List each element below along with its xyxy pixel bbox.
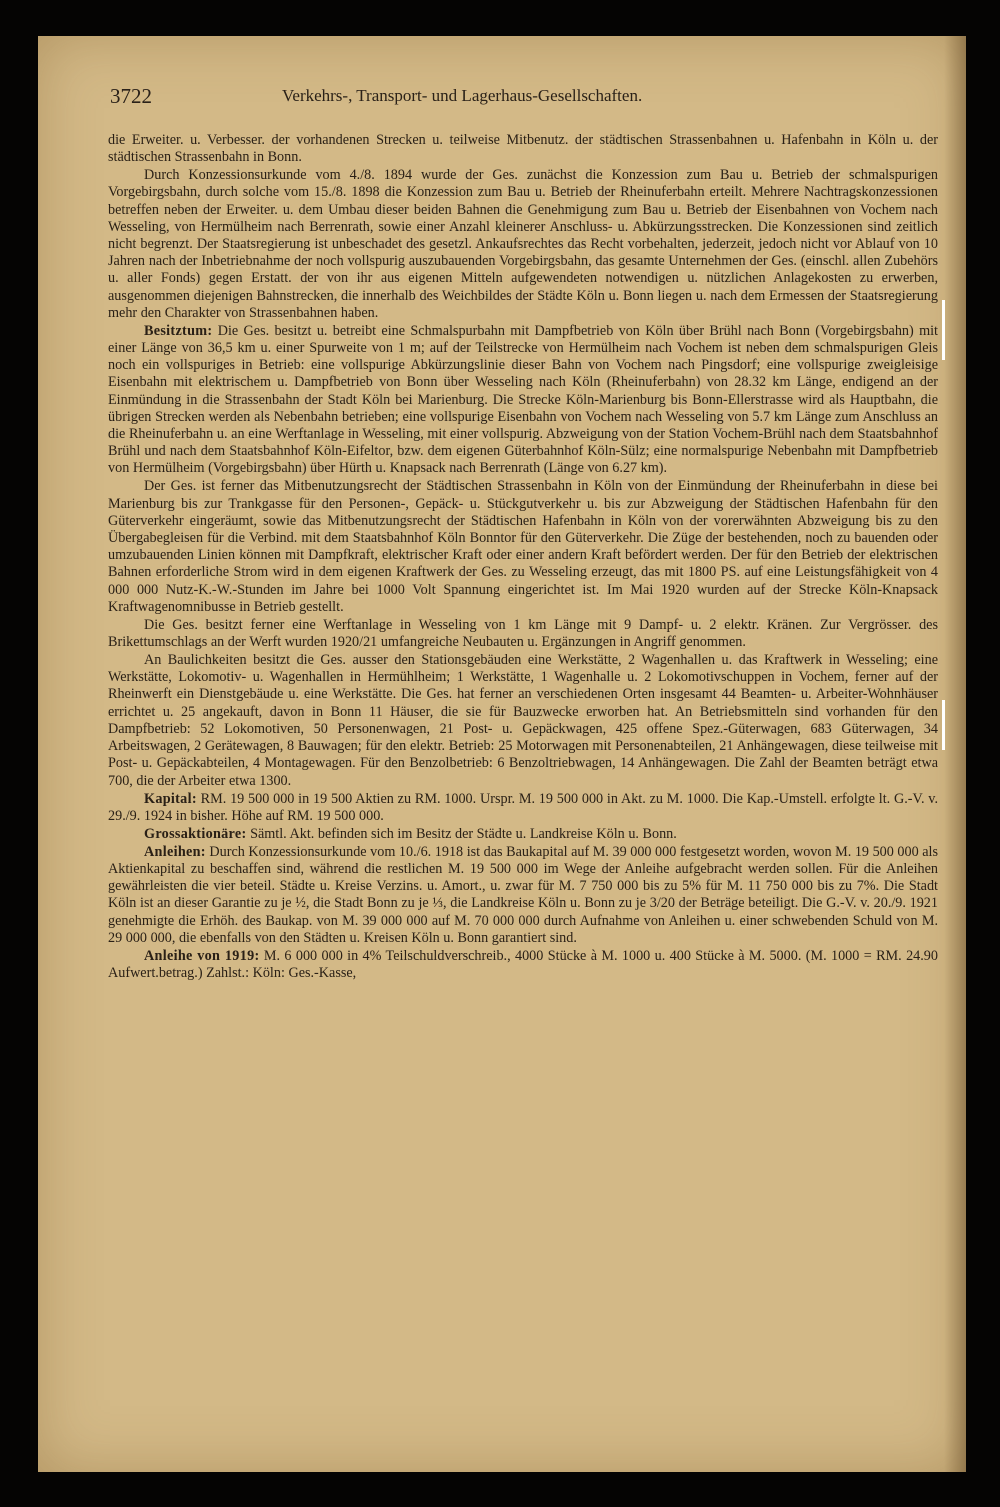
paragraph-anleihe-1919	[108, 948, 938, 982]
scan-margin-mark	[942, 300, 945, 360]
section-label-anleihen: Anleihen:	[144, 843, 206, 860]
paragraph-continuation: die Erweiter. u. Verbesser. der vorhandenen Strecken u. teilweise Mitbenutz. der städtischen Strassenbahnen u. Hafenbahn in Köln u. der städtischen Strassenbahn in Bonn.	[108, 132, 938, 166]
section-label-kapital: Kapital:	[144, 790, 197, 807]
page-number: 3722	[110, 84, 152, 108]
section-label-anleihe-1919: Anleihe von 1919:	[144, 947, 260, 964]
paragraph-besitztum	[108, 323, 938, 478]
scan-margin-mark	[942, 700, 945, 750]
paragraph-besitztum-text: Die Ges. besitzt u. betreibt eine Schmalspurbahn mit Dampfbetrieb von Köln über Brühl nach Bonn (Vorgebirgsbahn) mit einer Länge von 36,5 km u. einer Spurweite von 1 m; auf der Teilstrecke von Hermülheim nach Vochem ist neben dem schmalspurigen Gleis noch ein vollspuriges in Betrieb: eine vollspurige Abkürzungslinie dieser Bahn von Vochem nach Pingsdorf; eine vollspurige zweigleisige Eisenbahn mit elektrischem u. Dampfbetrieb von Bonn über Wesseling nach Köln (Rheinuferbahn) von 28.32 km Länge, endigend an der Einmündung in die Strassenbahn der Stadt Köln bei Marienburg. Die Strecke Köln-Marienburg bis Bonn-Ellerstrasse wird als Hauptbahn, die übrigen Strecken werden als Nebenbahn betrieben; eine vollspurige Eisenbahn von Vochem nach Wesseling von 5.7 km Länge zum Anschluss an die Rheinuferbahn u. an eine Werftanlage in Wesseling, mit einer vollspurig. Abzweigung von der Station Vochem-Brühl nach dem Staatsbahnhof Brühl und nach dem Staatsbahnhof Köln-Eifeltor, bzw. dem eigenen Güterbahnhof Köln-Sülz; eine normalspurige Nebenbahn mit Dampfbetrieb von Hermülheim (Vorgebirgsbahn) über Hürth u. Knapsack nach Berrenrath (Länge von 6.27 km).	[108, 322, 938, 477]
paragraph-konzession: Durch Konzessionsurkunde vom 4./8. 1894 wurde der Ges. zunächst die Konzession zum Bau u. Betrieb der schmalspurigen Vorgebirgsbahn, durch solche vom 15./8. 1898 die Konzession zum Bau u. Betrieb der Rheinuferbahn erteilt. Mehrere Nachtragskonzessionen betreffen neben der Erweiter. u. dem Umbau dieser beiden Bahnen die Genehmigung zum Bau u. Betrieb der Eisenbahnen von Vochem nach Wesseling, von Hermülheim nach Berrenrath, sowie einer Anzahl kleinerer Anschluss- u. Abkürzungsstrecken. Die Konzessionen sind zeitlich nicht begrenzt. Der Staatsregierung ist unbeschadet des gesetzl. Ankaufsrechtes das Recht vorbehalten, jederzeit, jedoch nicht vor Ablauf von 10 Jahren nach der Inbetriebnahme der noch vollspurig auszubauenden Vorgebirgsbahn, das gesamte Unternehmen der Ges. (einschl. allen Zubehörs u. aller Fonds) gegen Erstatt. der von ihr aus eigenen Mitteln aufgewendeten notwendigen u. nützlichen Anlagekosten zu erwerben, ausgenommen diejenigen Bahnstrecken, die innerhalb des Weichbildes der Städte Köln u. Bonn liegen u. nach dem Ermessen der Staatsregierung mehr den Charakter von Strassenbahnen haben.	[108, 167, 938, 321]
scanned-page	[38, 36, 966, 1472]
page-header	[110, 84, 830, 108]
paragraph-grossaktionaere	[108, 826, 938, 843]
paragraph-kapital	[108, 791, 938, 825]
paragraph-werftanlage: Die Ges. besitzt ferner eine Werftanlage in Wesseling von 1 km Länge mit 9 Dampf- u. 2 elektr. Kränen. Zur Vergrösser. des Brikettumschlags an der Werft wurden 1920/21 umfangreiche Neubauten u. Ergänzungen in Angriff genommen.	[108, 616, 938, 651]
paragraph-kapital-text: RM. 19 500 000 in 19 500 Aktien zu RM. 1000. Urspr. M. 19 500 000 in Akt. zu M. 1000. Die Kap.-Umstell. erfolgte lt. G.-V. v. 29./9. 1924 in bisher. Höhe auf RM. 19 500 000.	[108, 790, 938, 824]
running-title: Verkehrs-, Transport- und Lagerhaus-Gesellschaften.	[282, 86, 643, 105]
page-edge-shadow	[944, 36, 966, 1472]
paragraph-anleihen	[108, 844, 938, 947]
paragraph-grossaktionaere-text: Sämtl. Akt. befinden sich im Besitz der Städte u. Landkreise Köln u. Bonn.	[246, 825, 677, 842]
paragraph-anleihen-text: Durch Konzessionsurkunde vom 10./6. 1918 ist das Baukapital auf M. 39 000 000 festgesetzt worden, wovon M. 19 500 000 als Aktienkapital zu beschaffen sind, während die restlichen M. 19 500 000 im Wege der Anleihe aufgebracht werden sollen. Für die Anleihen gewährleisten die vier beteil. Städte u. Kreise Verzins. u. Amort., u. zwar für M. 7 750 000 bis zu 5% für M. 11 750 000 bis zu 7%. Die Stadt Köln ist an dieser Garantie zu je ½, die Stadt Bonn zu je ⅓, die Landkreise Köln u. Bonn zu je 3/20 der Beträge beteiligt. Die G.-V. v. 20./9. 1921 genehmigte die Erhöh. des Baukap. von M. 39 000 000 auf M. 70 000 000 durch Aufnahme von Anleihen u. einer schwebenden Schuld von M. 29 000 000, die ebenfalls von den Städten u. Kreisen Köln u. Bonn garantiert sind.	[108, 843, 938, 946]
paragraph-mitbenutzungsrecht: Der Ges. ist ferner das Mitbenutzungsrecht der Städtischen Strassenbahn in Köln von der Einmündung der Rheinuferbahn in diese bei Marienburg bis zur Trankgasse für den Personen-, Gepäck- u. Stückgutverkehr u. bis zur Abzweigung der Städtischen Hafenbahn für den Güterverkehr eingeräumt, sowie das Mitbenutzungsrecht der Städtischen Hafenbahn in Köln von der vorerwähnten Abzweigung bis zu den Übergabegleisen für die Verbind. mit dem Staatsbahnhof Köln Bonntor für den Güterverkehr. Die Züge der bestehenden, noch zu bauenden oder umzubauenden Linien können mit Dampfkraft, elektrischer Kraft oder einer andern Kraft befördert werden. Der für den Betrieb der elektrischen Bahnen erforderliche Strom wird in dem eigenen Kraftwerk der Ges. zu Wesseling erzeugt, das mit 1800 PS. auf eine Leistungsfähigkeit von 4 000 000 Nutz-K.-W.-Stunden im Jahre bei 1000 Volt Spannung eingerichtet ist. Im Mai 1920 wurden auf der Strecke Köln-Knapsack Kraftwagenomnibusse in Betrieb gestellt.	[108, 478, 938, 615]
section-label-grossaktionaere: Grossaktionäre:	[144, 825, 247, 842]
paragraph-anleihe-1919-text: M. 6 000 000 in 4% Teilschuldverschreib., 4000 Stücke à M. 1000 u. 400 Stücke à M. 5000. (M. 1000 = RM. 24.90 Aufwert.betrag.) Zahlst.: Köln: Ges.-Kasse,	[108, 947, 938, 981]
paragraph-baulichkeiten: An Baulichkeiten besitzt die Ges. ausser den Stationsgebäuden eine Werkstätte, 2 Wagenhallen u. das Kraftwerk in Wesseling; eine Werkstätte, Lokomotiv- u. Wagenhallen in Hermühlheim; 1 Werkstätte, 1 Wagenhalle u. 2 Lokomotivschuppen in Vochem, ferner auf der Rheinwerft ein Dienstgebäude u. eine Werkstätte. Die Ges. hat ferner an verschiedenen Orten insgesamt 44 Beamten- u. Arbeiter-Wohnhäuser errichtet u. 25 angekauft, davon in Bonn 11 Häuser, die sie für Bauzwecke erworben hat. An Betriebsmitteln sind vorhanden für den Dampfbetrieb: 52 Lokomotiven, 50 Personenwagen, 21 Post- u. Gepäckwagen, 425 offene Spez.-Güterwagen, 683 Güterwagen, 34 Arbeitswagen, 2 Gerätewagen, 8 Bauwagen; für den elektr. Betrieb: 25 Motorwagen mit Personenabteilen, 21 Anhängewagen, diese teilweise mit Post- u. Gepäckabteilen, 4 Montagewagen. Für den Benzolbetrieb: 6 Benzoltriebwagen, 14 Anhängewagen. Die Zahl der Beamten beträgt etwa 700, die der Arbeiter etwa 1300.	[108, 652, 938, 789]
body-text	[108, 132, 938, 982]
section-label-besitztum: Besitztum:	[144, 322, 213, 339]
